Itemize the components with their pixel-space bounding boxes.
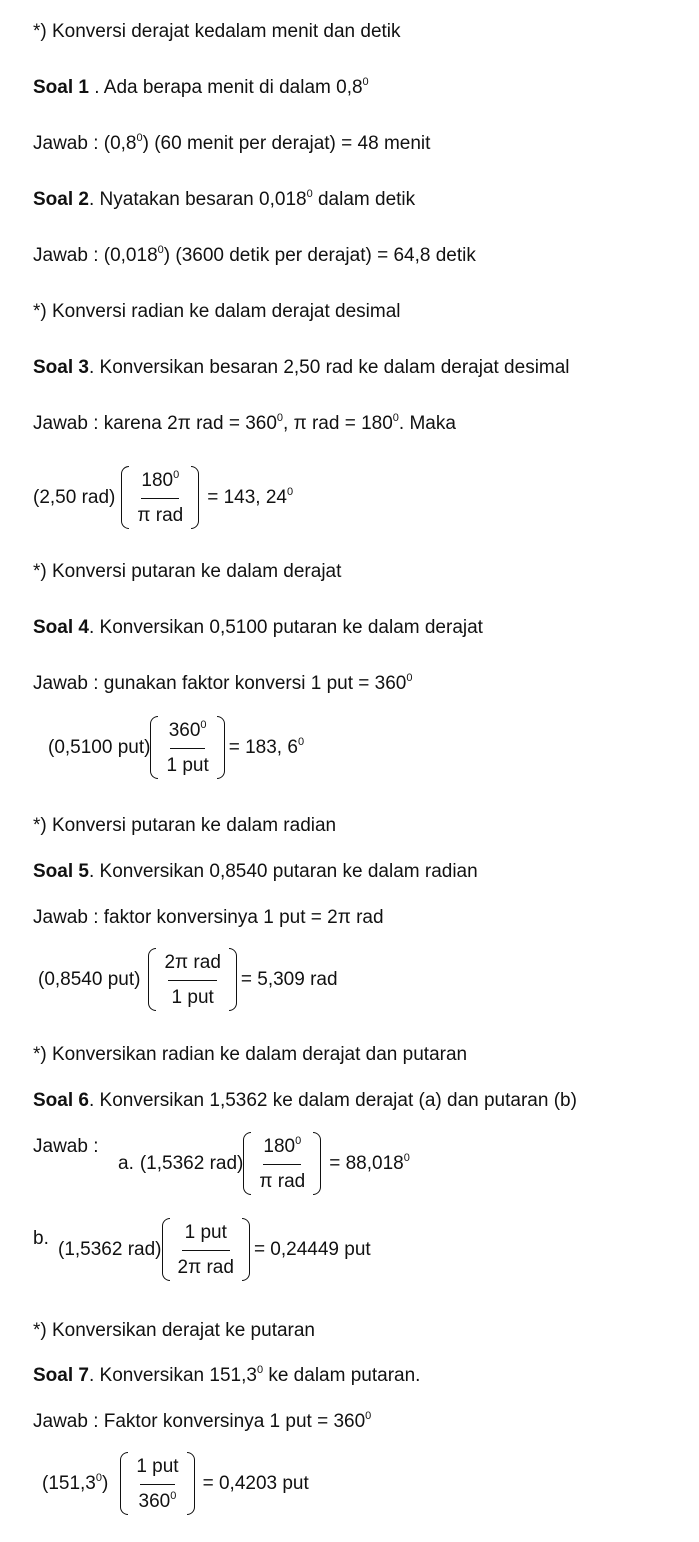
question-4-label: Soal 4: [33, 617, 89, 638]
answer-1: [33, 132, 430, 156]
degree-superscript: 0: [276, 412, 284, 424]
question-2-text-end: dalam detik: [312, 189, 416, 210]
degree-superscript: 0: [365, 1410, 372, 1422]
equation-3-result: = 143, $24^0$: [207, 485, 294, 508]
question-5-text: . Konversikan 0,8540 putaran ke dalam radian: [88, 861, 478, 882]
equation-4-numerator: $360^0$: [168, 719, 207, 741]
question-4-text: . Konversikan 0,5100 putaran ke dalam derajat: [88, 617, 483, 638]
degree-superscript: 0: [306, 188, 313, 200]
degree-superscript: 0: [256, 1364, 264, 1376]
equation-5-result: = 5,309 rad: [240, 968, 338, 990]
question-7: [33, 1364, 420, 1388]
degree-superscript: 0: [362, 76, 369, 88]
answer-2-part-a: Jawab : (0,018: [33, 245, 158, 266]
question-6-label: Soal 6: [33, 1090, 89, 1111]
question-5: [33, 860, 478, 884]
equation-4: [48, 716, 304, 779]
section-heading-2: *) Konversi radian ke dalam derajat desimal: [33, 301, 401, 322]
question-2-label: Soal 2: [33, 189, 89, 210]
question-6-text: . Konversikan 1,5362 ke dalam derajat (a) dan putaran (b): [88, 1090, 577, 1111]
answer-1-part-a: Jawab : (0,8: [33, 133, 137, 154]
fraction-parentheses: [121, 466, 199, 529]
equation-7-numerator: 1 put: [136, 1456, 179, 1477]
equation-6a: [118, 1132, 410, 1195]
answer-7-text: Jawab : Faktor konversinya 1 put = 360: [33, 1411, 366, 1432]
equation-7: [42, 1452, 309, 1515]
question-7-text-end: ke dalam putaran.: [263, 1365, 421, 1386]
equation-6a-numerator: $180^0$: [263, 1135, 302, 1157]
question-1-text: . Ada berapa menit di dalam 0,8: [88, 77, 363, 98]
fraction-parentheses: [120, 1452, 194, 1515]
answer-3-part-b: , π rad = 180: [283, 413, 393, 434]
equation-3-denominator: π rad: [137, 505, 184, 526]
section-heading-6: *) Konversikan derajat ke putaran: [33, 1320, 315, 1341]
question-1: [33, 76, 369, 100]
equation-3-numerator: $180^0$: [141, 469, 180, 491]
equation-6a-prefix: a.: [118, 1152, 134, 1174]
answer-3: [33, 412, 456, 436]
answer-3-part-c: . Maka: [398, 413, 456, 434]
fraction-parentheses: [243, 1132, 321, 1195]
equation-5: [38, 948, 338, 1011]
section-heading-3: *) Konversi putaran ke dalam derajat: [33, 561, 342, 582]
section-heading-5: *) Konversikan radian ke dalam derajat dan putaran: [33, 1044, 468, 1065]
fraction-parentheses: [148, 948, 236, 1011]
answer-7: [33, 1410, 371, 1434]
fraction-parentheses: [162, 1218, 250, 1281]
equation-6b-result: = 0,24449 put: [253, 1238, 371, 1260]
answer-1-part-b: ) (60 menit per derajat) = 48 menit: [142, 133, 431, 154]
question-2-text: . Nyatakan besaran 0,018: [88, 189, 307, 210]
equation-6b-prefix: b.: [33, 1228, 49, 1249]
question-1-label: Soal 1: [33, 77, 89, 98]
question-6: [33, 1089, 577, 1113]
equation-4-left: (0,5100 put): [48, 736, 151, 758]
answer-5: Jawab : faktor konversinya 1 put = 2π rad: [33, 907, 384, 928]
equation-6b: [58, 1218, 371, 1281]
question-7-label: Soal 7: [33, 1365, 89, 1386]
equation-4-result: = 183, $6^0$: [228, 735, 305, 758]
equation-6b-numerator: 1 put: [184, 1222, 227, 1243]
degree-superscript: 0: [157, 244, 164, 256]
degree-superscript: 0: [392, 412, 399, 424]
equation-7-denominator: $360^0$: [138, 1490, 177, 1512]
question-2: [33, 188, 415, 212]
equation-6a-denominator: π rad: [259, 1171, 306, 1192]
fraction-parentheses: [150, 716, 224, 779]
equation-6a-result: = $88,018^0$: [329, 1151, 410, 1174]
question-5-label: Soal 5: [33, 861, 89, 882]
answer-4-text: Jawab : gunakan faktor konversi 1 put = 360: [33, 673, 407, 694]
question-7-text: . Konversikan 151,3: [88, 1365, 257, 1386]
section-heading-1: *) Konversi derajat kedalam menit dan detik: [33, 21, 401, 42]
equation-6b-denominator: 2π rad: [177, 1257, 234, 1278]
answer-6-label: Jawab :: [33, 1136, 99, 1157]
question-3: [33, 356, 570, 380]
degree-superscript: 0: [406, 672, 413, 684]
answer-2: [33, 244, 476, 268]
equation-7-result: = 0,4203 put: [202, 1472, 309, 1494]
equation-4-denominator: 1 put: [166, 755, 209, 776]
equation-6b-left: (1,5362 rad): [58, 1238, 162, 1260]
answer-4: [33, 672, 413, 696]
question-3-text: . Konversikan besaran 2,50 rad ke dalam derajat desimal: [88, 357, 570, 378]
answer-2-part-b: ) (3600 detik per derajat) = 64,8 detik: [163, 245, 476, 266]
answer-3-part-a: Jawab : karena 2π rad = 360: [33, 413, 277, 434]
question-4: [33, 616, 483, 640]
equation-3-left: (2,50 rad): [33, 486, 116, 508]
section-heading-4: *) Konversi putaran ke dalam radian: [33, 815, 337, 836]
equation-7-left: (151,3$^0$): [42, 1471, 109, 1494]
question-3-label: Soal 3: [33, 357, 89, 378]
degree-superscript: 0: [136, 132, 143, 144]
equation-5-numerator: 2π rad: [164, 952, 221, 973]
equation-3: [33, 466, 293, 529]
equation-6a-left: (1,5362 rad): [139, 1152, 244, 1174]
equation-5-left: (0,8540 put): [38, 968, 141, 990]
equation-5-denominator: 1 put: [171, 987, 214, 1008]
